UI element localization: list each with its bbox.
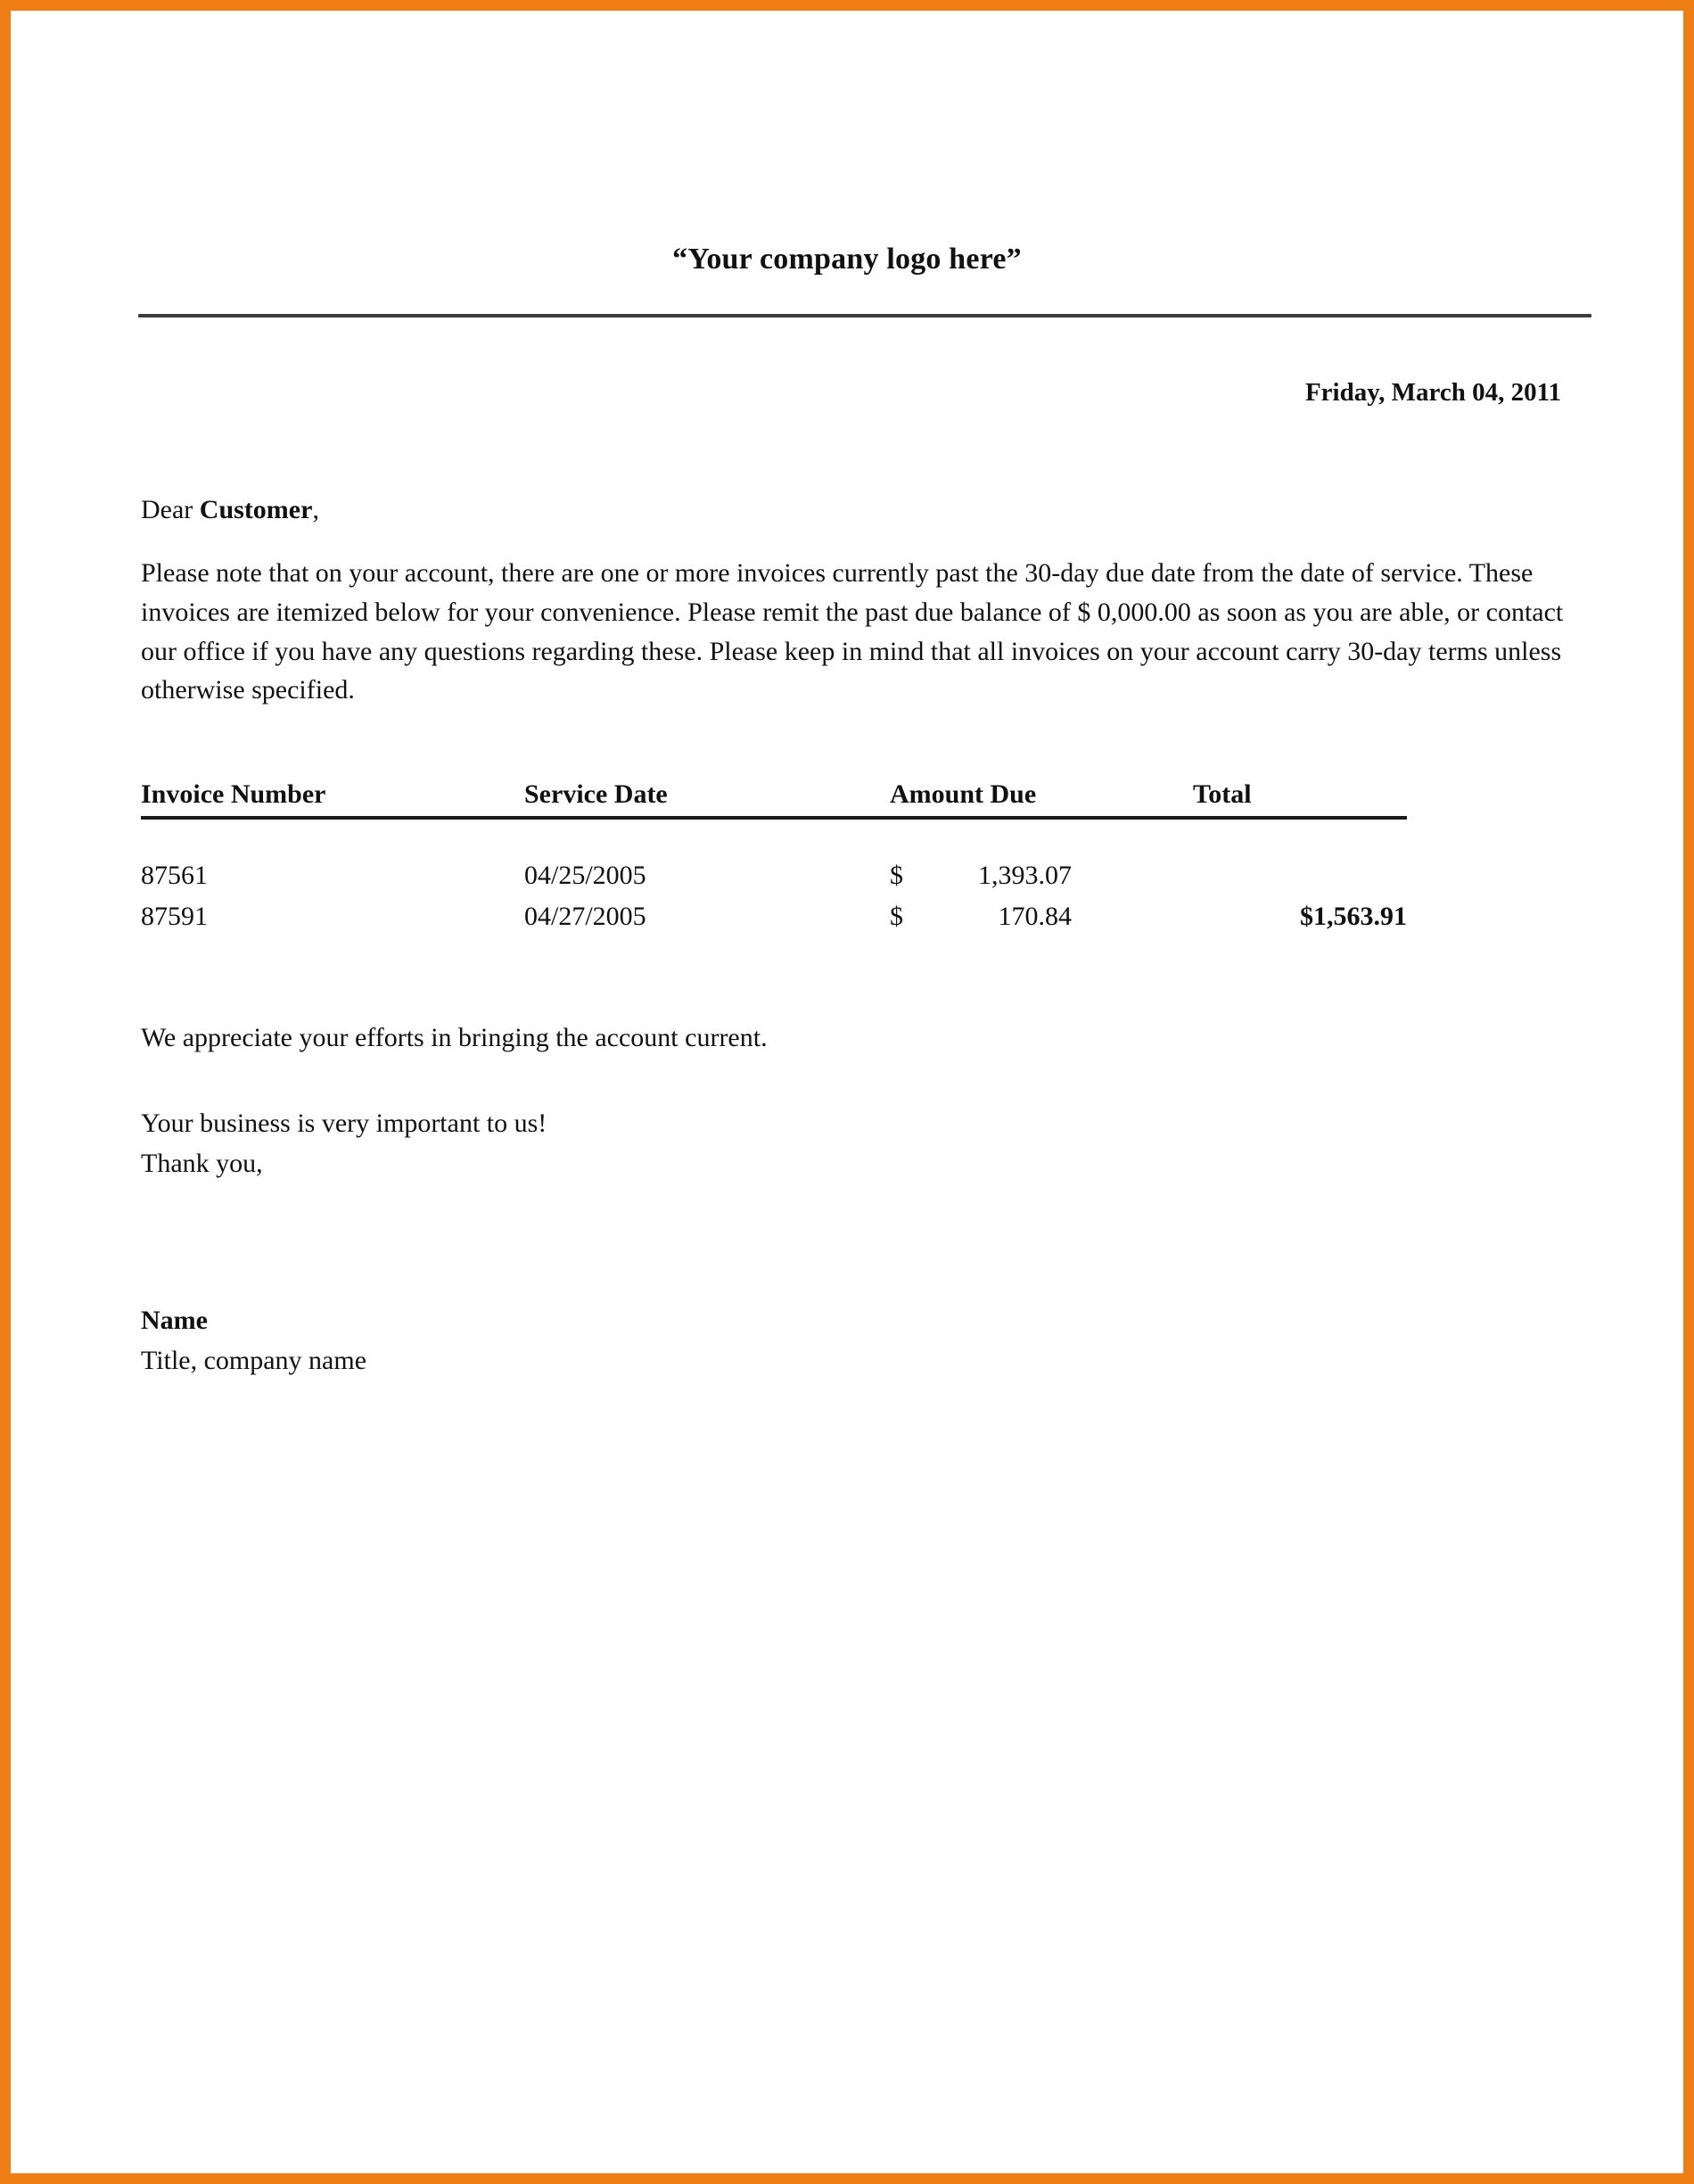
column-header-invoice-number: Invoice Number [141,779,524,818]
column-header-service-date: Service Date [524,779,890,818]
column-header-amount-due: Amount Due [890,779,1193,818]
closing-thanks-block [141,1103,1594,1183]
cell-service-date: 04/25/2005 [524,861,646,891]
amount-value [890,896,1072,937]
cell-amount-due [890,896,1193,937]
salutation-punctuation: , [312,495,319,524]
invoice-table-body [141,818,1407,937]
table-row [141,855,1407,896]
invoice-table [141,779,1407,937]
closing-importance: Your business is very important to us! [141,1108,547,1139]
table-spacer-row [141,818,1407,855]
cell-grand-total: $1,563.91 [1300,902,1407,932]
signature-name: Name [141,1306,208,1336]
currency-symbol: $ [890,861,903,891]
column-header-total: Total [1193,779,1407,818]
letter-date: Friday, March 04, 2011 [1304,378,1561,407]
table-header-row [141,779,1407,818]
amount-number: 170.84 [998,902,1072,932]
cell-invoice-number: 87591 [141,902,208,932]
letter-body [141,495,1594,1380]
salutation-greeting: Dear [141,495,200,524]
body-paragraph: Please note that on your account, there are one or more invoices currently past the 30-day due date from the date of service. These invoices are itemized below for your convenience. Please remit the past due balance of $ 0,000.00 as soon as you are able, or contact our office if you have any questions regarding these. Please keep in mind that all invoices on your account carry 30-day terms unless otherwise specified. [141,558,1564,705]
header-divider-rule [138,314,1591,317]
invoice-table-container [141,779,1407,937]
closing-appreciation: We appreciate your efforts in bringing the account current. [141,1023,768,1053]
amount-number: 1,393.07 [978,861,1072,891]
letterhead [15,15,1679,276]
invoice-table-head [141,779,1407,818]
signature-block [141,1301,1594,1380]
cell-total [1193,855,1407,896]
cell-invoice-number: 87561 [141,861,208,891]
signature-title: Title, company name [141,1345,367,1375]
cell-amount-due [890,855,1193,896]
cell-service-date: 04/27/2005 [524,902,646,932]
closing-thank-you: Thank you, [141,1149,263,1179]
page-sheet [11,11,1683,2173]
table-row [141,896,1407,937]
company-logo-placeholder: “Your company logo here” [672,243,1022,276]
salutation-recipient: Customer [199,495,313,524]
currency-symbol: $ [890,902,903,932]
amount-value [890,855,1072,896]
letter-document [15,15,1679,2169]
salutation [141,495,1594,525]
